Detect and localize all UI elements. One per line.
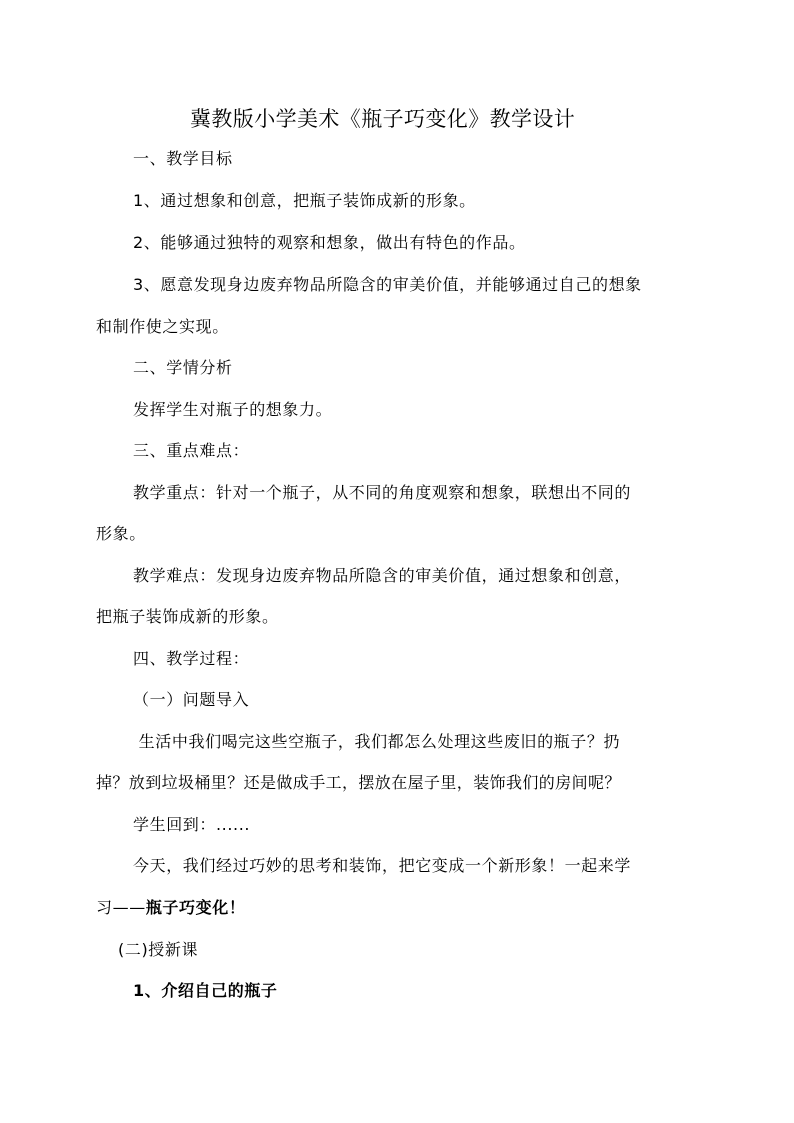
intro-paragraph-line-1: 生活中我们喝完这些空瓶子，我们都怎么处理这些废旧的瓶子？扔: [133, 732, 621, 751]
section-heading-process: 四、教学过程：: [133, 649, 250, 668]
section-heading-analysis: 二、学情分析: [133, 358, 233, 377]
difficulty-line-1: 教学难点：发现身边废弃物品所隐含的审美价值，通过想象和创意，: [133, 566, 632, 585]
today-line-2-prefix: 习——: [96, 898, 146, 917]
lesson-name-bold: 瓶子巧变化！: [145, 898, 246, 917]
today-paragraph-line-1: 今天，我们经过巧妙的思考和装饰，把它变成一个新形象！一起来学: [133, 856, 632, 875]
intro-paragraph-line-2: 掉？放到垃圾桶里？还是做成手工，摆放在屋子里，装饰我们的房间呢？: [96, 773, 621, 792]
key-point-line-2: 形象。: [96, 524, 146, 543]
subsection-heading-new-lesson: (二)授新课: [118, 940, 199, 959]
section-heading-goals: 一、教学目标: [133, 149, 233, 168]
goal-item-1: 1、通过想象和创意，把瓶子装饰成新的形象。: [133, 191, 476, 210]
document-title: 冀教版小学美术《瓶子巧变化》教学设计: [190, 107, 576, 131]
section-heading-key-points: 三、重点难点：: [133, 441, 250, 460]
step-1-heading: 1、介绍自己的瓶子: [133, 981, 278, 1000]
goal-item-2: 2、能够通过独特的观察和想象，做出有特色的作品。: [133, 233, 526, 252]
today-paragraph-line-2: [96, 898, 245, 918]
difficulty-line-2: 把瓶子装饰成新的形象。: [96, 607, 279, 626]
key-point-line-1: 教学重点：针对一个瓶子，从不同的角度观察和想象，联想出不同的: [133, 483, 632, 502]
analysis-text: 发挥学生对瓶子的想象力。: [133, 400, 333, 419]
goal-item-3-line-1: 3、愿意发现身边废弃物品所隐含的审美价值，并能够通过自己的想象: [133, 275, 642, 294]
subsection-heading-intro: （一）问题导入: [133, 690, 250, 709]
student-answer: 学生回到：......: [133, 815, 251, 834]
goal-item-3-line-2: 和制作使之实现。: [96, 317, 229, 336]
